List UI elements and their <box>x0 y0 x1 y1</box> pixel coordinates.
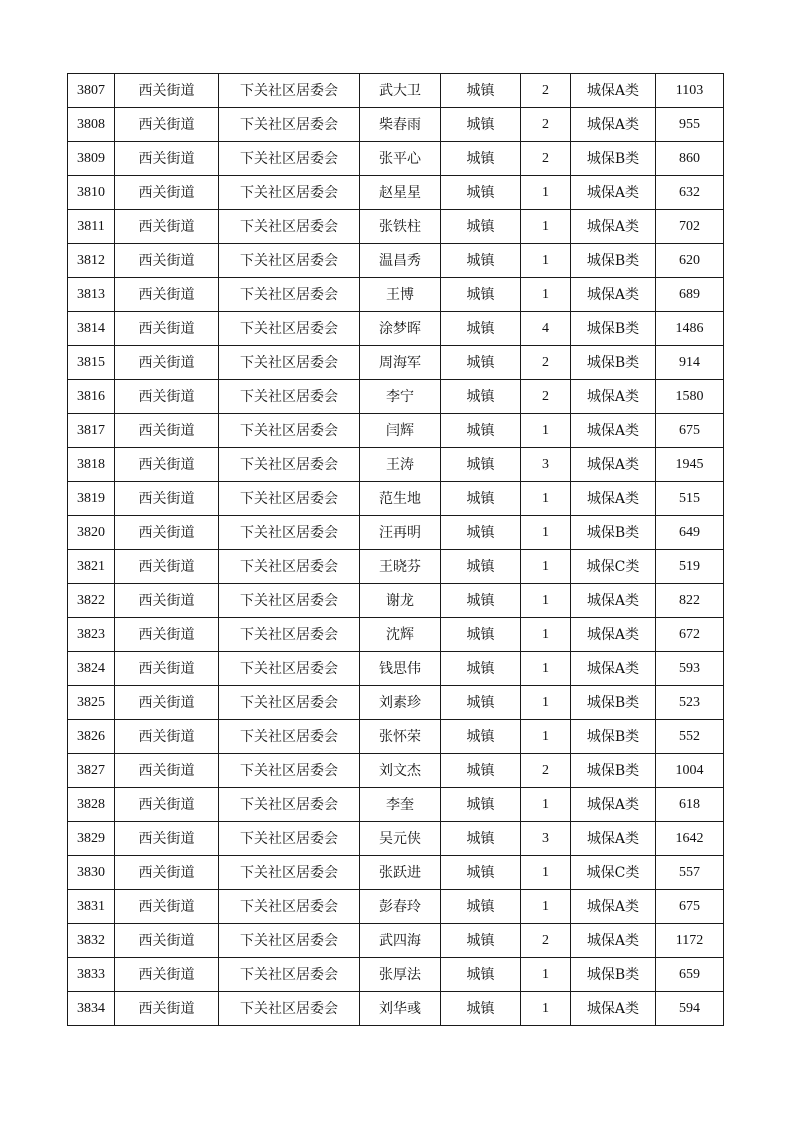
street-cell: 西关街道 <box>115 74 219 108</box>
name-cell: 张平心 <box>360 142 441 176</box>
street-cell: 西关街道 <box>115 822 219 856</box>
street-cell: 西关街道 <box>115 924 219 958</box>
name-cell: 张铁柱 <box>360 210 441 244</box>
serial-number-cell: 3826 <box>68 720 115 754</box>
amount-cell: 702 <box>656 210 724 244</box>
roster-table <box>67 73 724 1026</box>
area-type-cell: 城镇 <box>441 992 521 1026</box>
serial-number-cell: 3827 <box>68 754 115 788</box>
category-cell: 城保B类 <box>571 686 656 720</box>
household-count-cell: 1 <box>521 516 571 550</box>
table-row <box>68 822 724 856</box>
committee-cell: 下关社区居委会 <box>219 346 360 380</box>
table-row <box>68 720 724 754</box>
name-cell: 刘华彧 <box>360 992 441 1026</box>
committee-cell: 下关社区居委会 <box>219 686 360 720</box>
serial-number-cell: 3823 <box>68 618 115 652</box>
name-cell: 吴元侠 <box>360 822 441 856</box>
area-type-cell: 城镇 <box>441 108 521 142</box>
table-row <box>68 380 724 414</box>
serial-number-cell: 3832 <box>68 924 115 958</box>
serial-number-cell: 3819 <box>68 482 115 516</box>
committee-cell: 下关社区居委会 <box>219 380 360 414</box>
area-type-cell: 城镇 <box>441 210 521 244</box>
amount-cell: 1172 <box>656 924 724 958</box>
category-cell: 城保B类 <box>571 720 656 754</box>
committee-cell: 下关社区居委会 <box>219 720 360 754</box>
table-row <box>68 278 724 312</box>
name-cell: 涂梦晖 <box>360 312 441 346</box>
household-count-cell: 1 <box>521 414 571 448</box>
area-type-cell: 城镇 <box>441 74 521 108</box>
serial-number-cell: 3822 <box>68 584 115 618</box>
street-cell: 西关街道 <box>115 890 219 924</box>
serial-number-cell: 3831 <box>68 890 115 924</box>
amount-cell: 1642 <box>656 822 724 856</box>
category-cell: 城保A类 <box>571 822 656 856</box>
serial-number-cell: 3811 <box>68 210 115 244</box>
household-count-cell: 1 <box>521 618 571 652</box>
serial-number-cell: 3821 <box>68 550 115 584</box>
table-row <box>68 924 724 958</box>
table-row <box>68 448 724 482</box>
committee-cell: 下关社区居委会 <box>219 278 360 312</box>
household-count-cell: 4 <box>521 312 571 346</box>
area-type-cell: 城镇 <box>441 754 521 788</box>
street-cell: 西关街道 <box>115 176 219 210</box>
name-cell: 赵星星 <box>360 176 441 210</box>
name-cell: 彭春玲 <box>360 890 441 924</box>
serial-number-cell: 3814 <box>68 312 115 346</box>
name-cell: 李奎 <box>360 788 441 822</box>
serial-number-cell: 3828 <box>68 788 115 822</box>
amount-cell: 1945 <box>656 448 724 482</box>
name-cell: 王晓芬 <box>360 550 441 584</box>
area-type-cell: 城镇 <box>441 414 521 448</box>
category-cell: 城保A类 <box>571 176 656 210</box>
table-row <box>68 890 724 924</box>
serial-number-cell: 3817 <box>68 414 115 448</box>
amount-cell: 955 <box>656 108 724 142</box>
street-cell: 西关街道 <box>115 482 219 516</box>
name-cell: 李宁 <box>360 380 441 414</box>
amount-cell: 620 <box>656 244 724 278</box>
name-cell: 张怀荣 <box>360 720 441 754</box>
serial-number-cell: 3813 <box>68 278 115 312</box>
table-row <box>68 74 724 108</box>
category-cell: 城保A类 <box>571 890 656 924</box>
table-row <box>68 754 724 788</box>
roster-sheet <box>67 73 723 1026</box>
name-cell: 柴春雨 <box>360 108 441 142</box>
category-cell: 城保A类 <box>571 482 656 516</box>
committee-cell: 下关社区居委会 <box>219 924 360 958</box>
area-type-cell: 城镇 <box>441 652 521 686</box>
serial-number-cell: 3818 <box>68 448 115 482</box>
area-type-cell: 城镇 <box>441 584 521 618</box>
household-count-cell: 1 <box>521 992 571 1026</box>
area-type-cell: 城镇 <box>441 176 521 210</box>
amount-cell: 632 <box>656 176 724 210</box>
committee-cell: 下关社区居委会 <box>219 992 360 1026</box>
street-cell: 西关街道 <box>115 992 219 1026</box>
table-row <box>68 482 724 516</box>
household-count-cell: 1 <box>521 210 571 244</box>
street-cell: 西关街道 <box>115 856 219 890</box>
amount-cell: 1580 <box>656 380 724 414</box>
household-count-cell: 2 <box>521 346 571 380</box>
committee-cell: 下关社区居委会 <box>219 74 360 108</box>
table-row <box>68 958 724 992</box>
category-cell: 城保A类 <box>571 278 656 312</box>
serial-number-cell: 3830 <box>68 856 115 890</box>
area-type-cell: 城镇 <box>441 924 521 958</box>
category-cell: 城保B类 <box>571 958 656 992</box>
category-cell: 城保A类 <box>571 414 656 448</box>
committee-cell: 下关社区居委会 <box>219 516 360 550</box>
name-cell: 刘文杰 <box>360 754 441 788</box>
area-type-cell: 城镇 <box>441 788 521 822</box>
committee-cell: 下关社区居委会 <box>219 108 360 142</box>
category-cell: 城保B类 <box>571 516 656 550</box>
category-cell: 城保B类 <box>571 754 656 788</box>
category-cell: 城保B类 <box>571 142 656 176</box>
category-cell: 城保A类 <box>571 618 656 652</box>
street-cell: 西关街道 <box>115 414 219 448</box>
street-cell: 西关街道 <box>115 550 219 584</box>
committee-cell: 下关社区居委会 <box>219 176 360 210</box>
roster-body <box>68 74 724 1026</box>
category-cell: 城保B类 <box>571 244 656 278</box>
street-cell: 西关街道 <box>115 788 219 822</box>
serial-number-cell: 3833 <box>68 958 115 992</box>
street-cell: 西关街道 <box>115 754 219 788</box>
table-row <box>68 142 724 176</box>
street-cell: 西关街道 <box>115 142 219 176</box>
household-count-cell: 1 <box>521 686 571 720</box>
amount-cell: 515 <box>656 482 724 516</box>
category-cell: 城保A类 <box>571 652 656 686</box>
street-cell: 西关街道 <box>115 958 219 992</box>
serial-number-cell: 3815 <box>68 346 115 380</box>
amount-cell: 822 <box>656 584 724 618</box>
household-count-cell: 1 <box>521 856 571 890</box>
serial-number-cell: 3809 <box>68 142 115 176</box>
table-row <box>68 550 724 584</box>
household-count-cell: 2 <box>521 142 571 176</box>
table-row <box>68 584 724 618</box>
street-cell: 西关街道 <box>115 210 219 244</box>
name-cell: 钱思伟 <box>360 652 441 686</box>
table-row <box>68 210 724 244</box>
street-cell: 西关街道 <box>115 108 219 142</box>
category-cell: 城保B类 <box>571 346 656 380</box>
street-cell: 西关街道 <box>115 244 219 278</box>
committee-cell: 下关社区居委会 <box>219 618 360 652</box>
serial-number-cell: 3829 <box>68 822 115 856</box>
street-cell: 西关街道 <box>115 380 219 414</box>
area-type-cell: 城镇 <box>441 312 521 346</box>
household-count-cell: 1 <box>521 482 571 516</box>
committee-cell: 下关社区居委会 <box>219 142 360 176</box>
area-type-cell: 城镇 <box>441 448 521 482</box>
committee-cell: 下关社区居委会 <box>219 822 360 856</box>
area-type-cell: 城镇 <box>441 482 521 516</box>
area-type-cell: 城镇 <box>441 720 521 754</box>
committee-cell: 下关社区居委会 <box>219 958 360 992</box>
household-count-cell: 2 <box>521 380 571 414</box>
category-cell: 城保A类 <box>571 74 656 108</box>
name-cell: 张跃进 <box>360 856 441 890</box>
name-cell: 武大卫 <box>360 74 441 108</box>
name-cell: 沈辉 <box>360 618 441 652</box>
household-count-cell: 2 <box>521 74 571 108</box>
table-row <box>68 516 724 550</box>
household-count-cell: 1 <box>521 788 571 822</box>
committee-cell: 下关社区居委会 <box>219 482 360 516</box>
committee-cell: 下关社区居委会 <box>219 244 360 278</box>
household-count-cell: 3 <box>521 822 571 856</box>
name-cell: 范生地 <box>360 482 441 516</box>
amount-cell: 675 <box>656 890 724 924</box>
serial-number-cell: 3825 <box>68 686 115 720</box>
name-cell: 王涛 <box>360 448 441 482</box>
committee-cell: 下关社区居委会 <box>219 414 360 448</box>
amount-cell: 557 <box>656 856 724 890</box>
area-type-cell: 城镇 <box>441 958 521 992</box>
household-count-cell: 1 <box>521 958 571 992</box>
committee-cell: 下关社区居委会 <box>219 788 360 822</box>
table-row <box>68 856 724 890</box>
household-count-cell: 1 <box>521 652 571 686</box>
table-row <box>68 244 724 278</box>
household-count-cell: 1 <box>521 176 571 210</box>
committee-cell: 下关社区居委会 <box>219 550 360 584</box>
street-cell: 西关街道 <box>115 584 219 618</box>
category-cell: 城保A类 <box>571 448 656 482</box>
amount-cell: 1486 <box>656 312 724 346</box>
table-row <box>68 652 724 686</box>
household-count-cell: 1 <box>521 720 571 754</box>
area-type-cell: 城镇 <box>441 686 521 720</box>
street-cell: 西关街道 <box>115 618 219 652</box>
area-type-cell: 城镇 <box>441 244 521 278</box>
name-cell: 温昌秀 <box>360 244 441 278</box>
street-cell: 西关街道 <box>115 278 219 312</box>
serial-number-cell: 3824 <box>68 652 115 686</box>
category-cell: 城保B类 <box>571 312 656 346</box>
street-cell: 西关街道 <box>115 720 219 754</box>
area-type-cell: 城镇 <box>441 890 521 924</box>
serial-number-cell: 3807 <box>68 74 115 108</box>
committee-cell: 下关社区居委会 <box>219 652 360 686</box>
amount-cell: 914 <box>656 346 724 380</box>
serial-number-cell: 3820 <box>68 516 115 550</box>
amount-cell: 672 <box>656 618 724 652</box>
category-cell: 城保A类 <box>571 380 656 414</box>
amount-cell: 618 <box>656 788 724 822</box>
table-row <box>68 686 724 720</box>
name-cell: 武四海 <box>360 924 441 958</box>
area-type-cell: 城镇 <box>441 380 521 414</box>
name-cell: 张厚法 <box>360 958 441 992</box>
serial-number-cell: 3816 <box>68 380 115 414</box>
committee-cell: 下关社区居委会 <box>219 448 360 482</box>
street-cell: 西关街道 <box>115 346 219 380</box>
table-row <box>68 108 724 142</box>
category-cell: 城保A类 <box>571 992 656 1026</box>
serial-number-cell: 3810 <box>68 176 115 210</box>
street-cell: 西关街道 <box>115 516 219 550</box>
serial-number-cell: 3812 <box>68 244 115 278</box>
area-type-cell: 城镇 <box>441 618 521 652</box>
household-count-cell: 2 <box>521 754 571 788</box>
household-count-cell: 1 <box>521 890 571 924</box>
amount-cell: 594 <box>656 992 724 1026</box>
household-count-cell: 1 <box>521 244 571 278</box>
household-count-cell: 2 <box>521 924 571 958</box>
serial-number-cell: 3834 <box>68 992 115 1026</box>
household-count-cell: 3 <box>521 448 571 482</box>
area-type-cell: 城镇 <box>441 346 521 380</box>
amount-cell: 649 <box>656 516 724 550</box>
table-row <box>68 618 724 652</box>
street-cell: 西关街道 <box>115 686 219 720</box>
amount-cell: 1004 <box>656 754 724 788</box>
table-row <box>68 346 724 380</box>
household-count-cell: 2 <box>521 108 571 142</box>
street-cell: 西关街道 <box>115 312 219 346</box>
category-cell: 城保C类 <box>571 550 656 584</box>
amount-cell: 689 <box>656 278 724 312</box>
amount-cell: 860 <box>656 142 724 176</box>
name-cell: 汪再明 <box>360 516 441 550</box>
name-cell: 闫辉 <box>360 414 441 448</box>
household-count-cell: 1 <box>521 278 571 312</box>
area-type-cell: 城镇 <box>441 856 521 890</box>
area-type-cell: 城镇 <box>441 822 521 856</box>
category-cell: 城保A类 <box>571 210 656 244</box>
name-cell: 刘素珍 <box>360 686 441 720</box>
table-row <box>68 176 724 210</box>
amount-cell: 593 <box>656 652 724 686</box>
area-type-cell: 城镇 <box>441 142 521 176</box>
category-cell: 城保A类 <box>571 788 656 822</box>
table-row <box>68 788 724 822</box>
household-count-cell: 1 <box>521 584 571 618</box>
amount-cell: 519 <box>656 550 724 584</box>
household-count-cell: 1 <box>521 550 571 584</box>
category-cell: 城保A类 <box>571 108 656 142</box>
table-row <box>68 414 724 448</box>
area-type-cell: 城镇 <box>441 278 521 312</box>
category-cell: 城保A类 <box>571 584 656 618</box>
amount-cell: 552 <box>656 720 724 754</box>
amount-cell: 1103 <box>656 74 724 108</box>
street-cell: 西关街道 <box>115 448 219 482</box>
committee-cell: 下关社区居委会 <box>219 856 360 890</box>
amount-cell: 675 <box>656 414 724 448</box>
table-row <box>68 992 724 1026</box>
committee-cell: 下关社区居委会 <box>219 584 360 618</box>
committee-cell: 下关社区居委会 <box>219 312 360 346</box>
street-cell: 西关街道 <box>115 652 219 686</box>
category-cell: 城保C类 <box>571 856 656 890</box>
name-cell: 谢龙 <box>360 584 441 618</box>
table-row <box>68 312 724 346</box>
name-cell: 周海军 <box>360 346 441 380</box>
area-type-cell: 城镇 <box>441 516 521 550</box>
category-cell: 城保A类 <box>571 924 656 958</box>
amount-cell: 659 <box>656 958 724 992</box>
area-type-cell: 城镇 <box>441 550 521 584</box>
amount-cell: 523 <box>656 686 724 720</box>
serial-number-cell: 3808 <box>68 108 115 142</box>
committee-cell: 下关社区居委会 <box>219 890 360 924</box>
name-cell: 王博 <box>360 278 441 312</box>
committee-cell: 下关社区居委会 <box>219 754 360 788</box>
committee-cell: 下关社区居委会 <box>219 210 360 244</box>
